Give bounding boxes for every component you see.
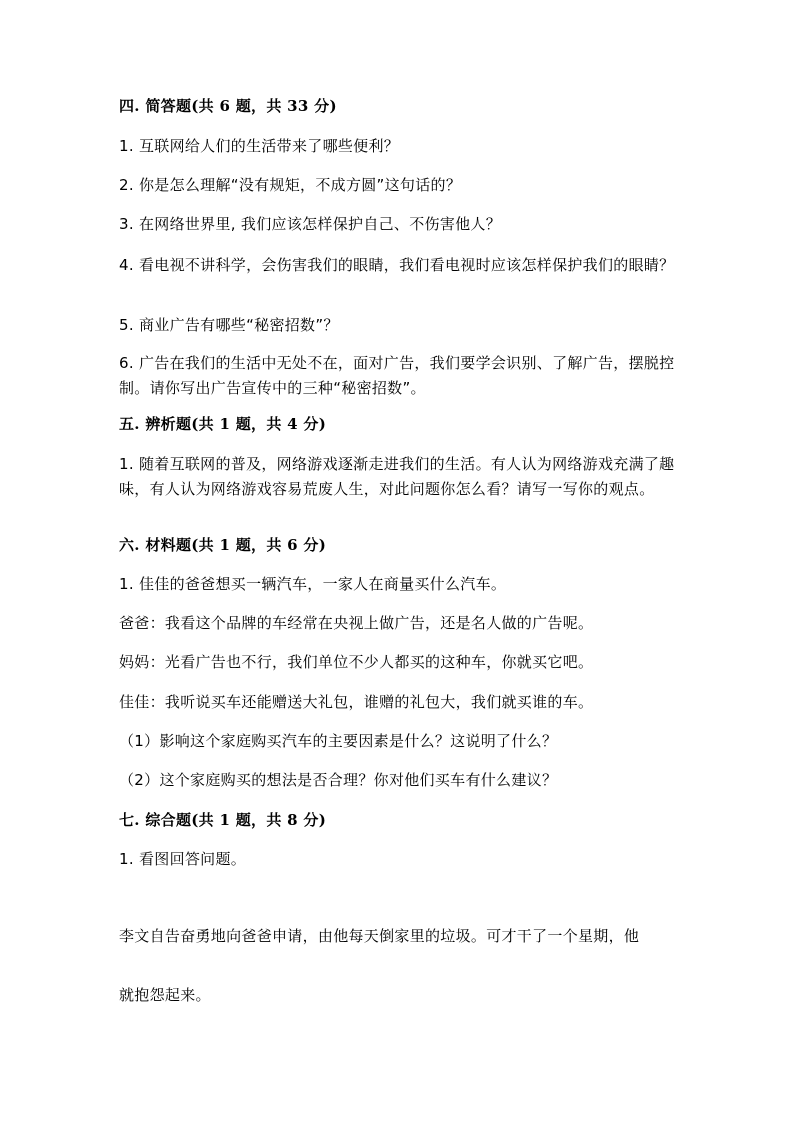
analysis-question-1: 1. 随着互联网的普及，网络游戏逐渐走进我们的生活。有人认为网络游戏充满了趣味，有人认为网络游戏容易荒废人生，对此问题你怎么看？请写一写你的观点。	[119, 455, 675, 498]
section-heading-analysis: 五. 辨析题(共 1 题，共 4 分)	[119, 415, 327, 433]
material-dialogue-jiajia: 佳佳：我听说买车还能赠送大礼包，谁赠的礼包大，我们就买谁的车。	[119, 693, 594, 711]
material-subquestion-2: （2）这个家庭购买的想法是否合理？你对他们买车有什么建议？	[119, 771, 558, 789]
material-subquestion-1: （1）影响这个家庭购买汽车的主要因素是什么？这说明了什么？	[119, 732, 558, 750]
question-2: 2. 你是怎么理解“没有规矩，不成方圆”这句话的？	[119, 176, 462, 194]
question-1: 1. 互联网给人们的生活带来了哪些便利？	[119, 137, 400, 155]
section-heading-short-answer: 四. 简答题(共 6 题，共 33 分)	[119, 97, 337, 115]
material-question-1: 1. 佳佳的爸爸想买一辆汽车，一家人在商量买什么汽车。	[119, 575, 507, 593]
question-6: 6. 广告在我们的生活中无处不在，面对广告，我们要学会识别、了解广告，摆脱控制。请你写出广告宣传中的三种“秘密招数”。	[119, 354, 675, 397]
material-dialogue-mom: 妈妈：光看广告也不行，我们单位不少人都买的这种车，你就买它吧。	[119, 653, 594, 671]
comprehensive-passage-line-2: 就抱怨起来。	[119, 986, 211, 1004]
comprehensive-question-1: 1. 看图回答问题。	[119, 850, 247, 868]
material-dialogue-dad: 爸爸：我看这个品牌的车经常在央视上做广告，还是名人做的广告呢。	[119, 614, 594, 632]
section-heading-comprehensive: 七. 综合题(共 1 题，共 8 分)	[119, 811, 327, 829]
question-5: 5. 商业广告有哪些“秘密招数”？	[119, 316, 339, 334]
question-3: 3. 在网络世界里, 我们应该怎样保护自己、不伤害他人？	[119, 215, 502, 233]
comprehensive-passage-line-1: 李文自告奋勇地向爸爸申请，由他每天倒家里的垃圾。可才干了一个星期，他	[119, 927, 640, 945]
question-4: 4. 看电视不讲科学，会伤害我们的眼睛，我们看电视时应该怎样保护我们的眼睛？	[119, 256, 675, 274]
section-heading-material: 六. 材料题(共 1 题，共 6 分)	[119, 536, 327, 554]
